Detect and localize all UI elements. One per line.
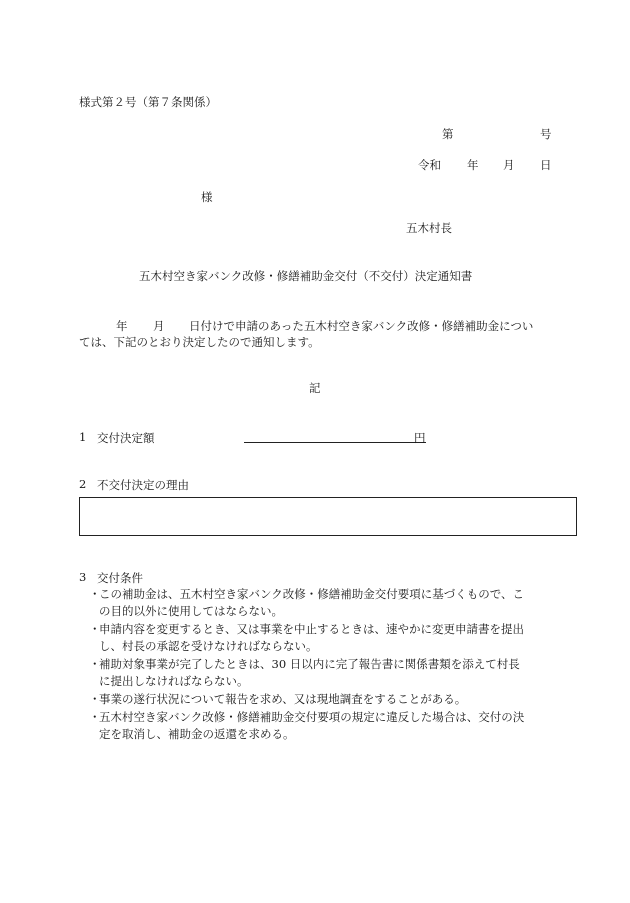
bullet: ・ <box>89 710 101 724</box>
doc-number-suffix: 号 <box>540 127 552 141</box>
doc-number-prefix: 第 <box>442 127 454 141</box>
condition-text: 申請内容を変更するとき、又は事業を中止するときは、速やかに変更申請書を提出 <box>99 622 525 636</box>
amount-underline <box>244 429 426 443</box>
body-year: 年 <box>116 319 128 333</box>
section2-number: 2 <box>79 477 87 491</box>
condition-text: 定を取消し、補助金の返還を求める。 <box>99 727 295 741</box>
section3-number: 3 <box>79 570 87 584</box>
condition-text: に提出しなければならない。 <box>99 674 249 688</box>
list-item <box>89 709 559 743</box>
ki-heading: 記 <box>309 381 321 395</box>
bullet: ・ <box>89 622 101 636</box>
conditions-list <box>89 586 559 744</box>
bullet: ・ <box>89 587 101 601</box>
date-day: 日 <box>540 158 552 172</box>
condition-text: 補助対象事業が完了したときは、30 日以内に完了報告書に関係書類を添えて村長 <box>99 657 520 671</box>
condition-text: し、村長の承認を受けなければならない。 <box>99 639 318 653</box>
reason-text <box>80 498 576 506</box>
bullet: ・ <box>89 657 101 671</box>
condition-text: の目的以外に使用してはならない。 <box>99 604 283 618</box>
bullet: ・ <box>89 692 101 706</box>
condition-text: 事業の遂行状況について報告を求め、又は現地調査をすることがある。 <box>99 692 467 706</box>
list-item <box>89 621 559 655</box>
document-title: 五木村空き家バンク改修・修繕補助金交付（不交付）決定通知書 <box>139 269 473 283</box>
list-item <box>89 691 559 708</box>
list-item <box>89 656 559 690</box>
addressee-suffix: 様 <box>201 190 213 204</box>
date-month: 月 <box>503 158 515 172</box>
list-item <box>89 586 559 620</box>
reason-box <box>79 497 577 536</box>
issuer-name: 五木村長 <box>406 221 452 235</box>
section3-label: 交付条件 <box>97 571 143 585</box>
section2-label: 不交付決定の理由 <box>97 478 189 492</box>
section1-label: 交付決定額 <box>97 431 155 445</box>
section1-unit: 円 <box>414 431 426 445</box>
condition-text: 五木村空き家バンク改修・修繕補助金交付要項の規定に違反した場合は、交付の決 <box>99 710 525 724</box>
date-year: 年 <box>467 158 479 172</box>
section1-number: 1 <box>79 430 87 444</box>
date-era: 令和 <box>418 158 441 172</box>
body-line2: ては、下記のとおり決定したので通知します。 <box>79 335 320 349</box>
form-number: 様式第２号（第７条関係） <box>79 95 217 109</box>
body-month: 月 <box>153 319 165 333</box>
body-line1: 日付けで申請のあった五木村空き家バンク改修・修繕補助金につい <box>189 319 534 333</box>
condition-text: この補助金は、五木村空き家バンク改修・修繕補助金交付要項に基づくもので、こ <box>99 587 525 601</box>
